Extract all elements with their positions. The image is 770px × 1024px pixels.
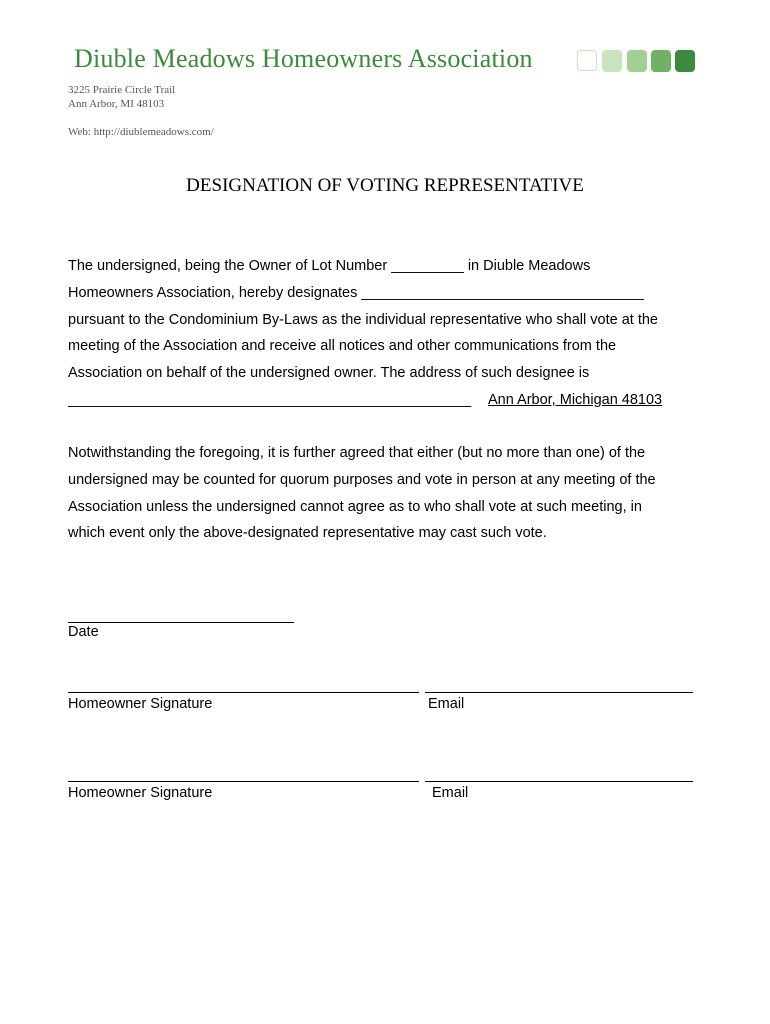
logo-square [675, 50, 695, 72]
logo-square [602, 50, 622, 72]
paragraph-line: Association unless the undersigned cannot agree as to who shall vote at such meeting, in [68, 498, 642, 515]
logo-square [627, 50, 647, 72]
paragraph-line: Association on behalf of the undersigned owner. The address of such designee is [68, 365, 590, 382]
paragraph-line: The undersigned, being the Owner of Lot Number _________ in Diuble Meadows [68, 258, 591, 274]
designation-paragraph [68, 253, 708, 414]
date-label: Date [68, 624, 99, 640]
date-line[interactable] [68, 622, 294, 623]
paragraph-line: pursuant to the Condominium By-Laws as the individual representative who shall vote at the [68, 311, 658, 328]
document-title: DESIGNATION OF VOTING REPRESENTATIVE [186, 175, 584, 196]
website-line: Web: http://diublemeadows.com/ [68, 126, 214, 138]
paragraph-line: Notwithstanding the foregoing, it is further agreed that either (but no more than one) of the [68, 445, 646, 461]
homeowner-signature-label-2: Homeowner Signature [68, 785, 213, 801]
logo-icon [577, 50, 697, 74]
email-label-2: Email [432, 785, 469, 801]
quorum-paragraph [68, 440, 708, 547]
paragraph-line: undersigned may be counted for quorum purposes and vote in person at any meeting of the [68, 471, 656, 488]
address-line-1: 3225 Prairie Circle Trail [68, 84, 176, 96]
designee-address-line [68, 387, 708, 414]
homeowner-signature-line-2[interactable] [68, 781, 419, 782]
paragraph-line: which event only the above-designated representative may cast such vote. [68, 525, 547, 542]
paragraph-line: meeting of the Association and receive all notices and other communications from the [68, 338, 617, 355]
email-line-1[interactable] [425, 692, 693, 693]
email-label-1: Email [428, 696, 465, 712]
homeowner-signature-line-1[interactable] [68, 692, 419, 693]
designee-address-blank: __________________________________________________ [68, 391, 472, 408]
email-line-2[interactable] [425, 781, 693, 782]
paragraph-line: Homeowners Association, hereby designates ___________________________________ [68, 284, 644, 301]
logo-square [577, 50, 597, 71]
org-name: Diuble Meadows Homeowners Association [74, 44, 533, 73]
homeowner-signature-label-1: Homeowner Signature [68, 696, 213, 712]
logo-square [651, 50, 671, 72]
designee-address-city: Ann Arbor, Michigan 48103 [488, 391, 663, 408]
address-line-2: Ann Arbor, MI 48103 [68, 98, 165, 110]
